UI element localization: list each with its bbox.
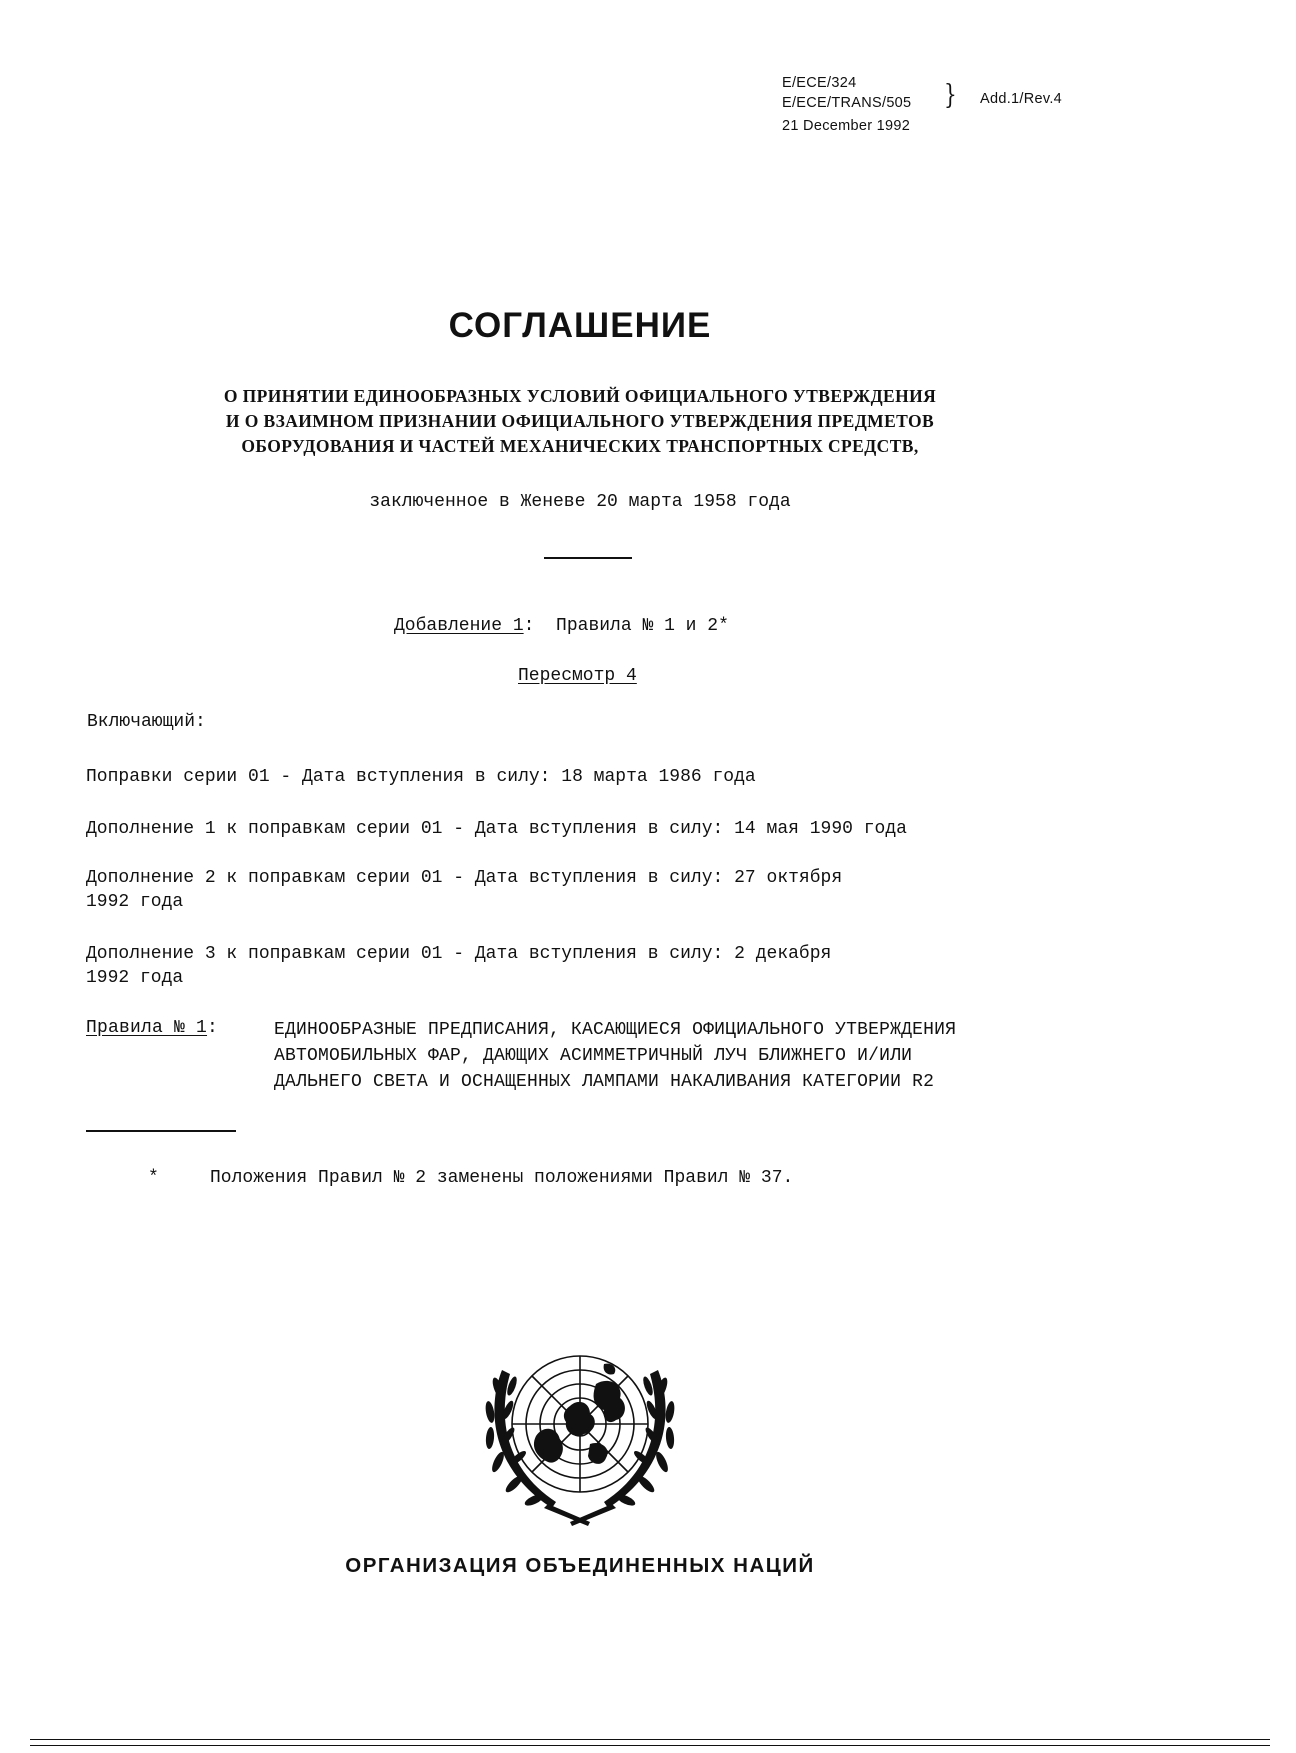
document-symbol-1: E/ECE/324 — [782, 75, 857, 91]
bottom-edge-line-2 — [30, 1745, 1270, 1746]
regulation-colon: : — [207, 1018, 219, 1038]
regulation-title-line-1: ЕДИНООБРАЗНЫЕ ПРЕДПИСАНИЯ, КАСАЮЩИЕСЯ ОФИЦИАЛЬНОГО УТВЕРЖДЕНИЯ — [274, 1020, 957, 1040]
footnote-text: Положения Правил № 2 заменены положениями Правил № 37. — [210, 1168, 794, 1188]
addendum-colon: : — [523, 616, 535, 636]
addendum-text: Правила № 1 и 2* — [556, 616, 729, 636]
addendum-label: Добавление 1 — [394, 616, 524, 636]
separator-rule — [544, 557, 632, 559]
document-date: 21 December 1992 — [782, 118, 911, 134]
addendum-line — [394, 614, 729, 638]
revision-text: Пересмотр 4 — [518, 666, 637, 686]
amendment-3-line-2: 1992 года — [86, 892, 184, 912]
agreement-subtitle — [0, 384, 1160, 459]
revision-label — [518, 664, 637, 688]
footnote-rule — [86, 1130, 236, 1132]
subtitle-line-1: О ПРИНЯТИИ ЕДИНООБРАЗНЫХ УСЛОВИЙ ОФИЦИАЛЬНОГО УТВЕРЖДЕНИЯ — [223, 386, 937, 406]
regulation-title-line-3: ДАЛЬНЕГО СВЕТА И ОСНАЩЕННЫХ ЛАМПАМИ НАКАЛИВАНИЯ КАТЕГОРИИ R2 — [274, 1072, 935, 1092]
addendum-symbol: Add.1/Rev.4 — [980, 91, 1063, 107]
organization-name: ОРГАНИЗАЦИЯ ОБЪЕДИНЕННЫХ НАЦИЙ — [345, 1554, 815, 1577]
page-title: СОГЛАШЕНИЕ — [448, 306, 712, 345]
amendment-4-line-2: 1992 года — [86, 968, 184, 988]
regulation-label-text: Правила № 1 — [86, 1018, 208, 1038]
amendment-3-line-1: Дополнение 2 к поправкам серии 01 - Дата вступления в силу: 27 октября — [86, 868, 843, 888]
bottom-edge-line-1 — [30, 1739, 1270, 1740]
subtitle-line-3: ОБОРУДОВАНИЯ И ЧАСТЕЙ МЕХАНИЧЕСКИХ ТРАНСПОРТНЫХ СРЕДСТВ, — [241, 436, 919, 456]
header-brace: } — [944, 77, 957, 111]
concluded-line: заключенное в Женеве 20 марта 1958 года — [369, 492, 791, 512]
amendment-1: Поправки серии 01 - Дата вступления в силу: 18 марта 1986 года — [86, 767, 756, 787]
amendment-4-line-1: Дополнение 3 к поправкам серии 01 - Дата вступления в силу: 2 декабря — [86, 944, 832, 964]
subtitle-line-2: И О ВЗАИМНОМ ПРИЗНАНИИ ОФИЦИАЛЬНОГО УТВЕРЖДЕНИЯ ПРЕДМЕТОВ — [225, 411, 935, 431]
un-emblem-icon — [478, 1340, 682, 1530]
regulation-label — [86, 1016, 218, 1041]
footnote-marker: * — [148, 1168, 159, 1188]
regulation-title-line-2: АВТОМОБИЛЬНЫХ ФАР, ДАЮЩИХ АСИММЕТРИЧНЫЙ ЛУЧ БЛИЖНЕГО И/ИЛИ — [274, 1046, 913, 1066]
document-symbol-2: E/ECE/TRANS/505 — [782, 95, 912, 111]
amendment-2: Дополнение 1 к поправкам серии 01 - Дата вступления в силу: 14 мая 1990 года — [86, 819, 907, 839]
including-label: Включающий: — [87, 712, 206, 732]
